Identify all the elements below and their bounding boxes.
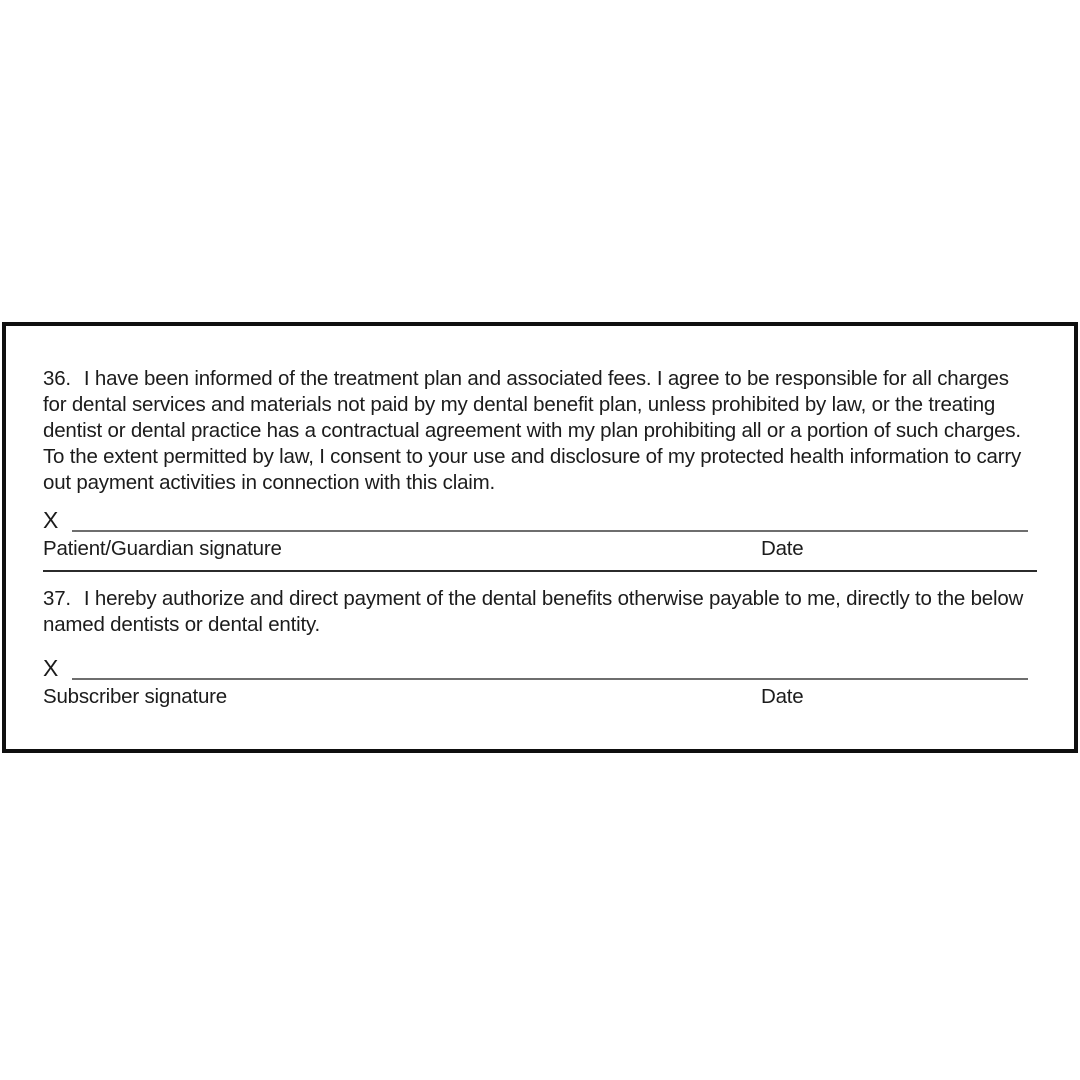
patient-date-label: Date bbox=[761, 537, 804, 560]
section-divider bbox=[43, 570, 1037, 572]
subscriber-signature-x-mark: X bbox=[43, 655, 59, 681]
patient-signature-x-mark: X bbox=[43, 507, 59, 533]
subscriber-signature-labels bbox=[43, 684, 1037, 710]
patient-signature-labels bbox=[43, 536, 1037, 562]
subscriber-date-label: Date bbox=[761, 685, 804, 708]
statement-37-text: I hereby authorize and direct payment of the dental benefits otherwise payable to me, directly to the below named dentists or dental entity. bbox=[43, 587, 1024, 636]
subscriber-signature-row bbox=[43, 654, 1037, 680]
subscriber-signature-line[interactable] bbox=[72, 678, 1028, 680]
statement-36 bbox=[43, 366, 1037, 496]
statement-36-text: I have been informed of the treatment plan and associated fees. I agree to be responsible for all charges for dental services and materials not paid by my dental benefit plan, unless prohibited by law, or the treating dentist or dental practice has a contractual agreement with my plan prohibiting all or a portion of such charges. To the extent permitted by law, I consent to your use and disclosure of my protected health information to carry out payment activities in connection with this claim. bbox=[43, 367, 1022, 494]
statement-37 bbox=[43, 586, 1037, 638]
statement-37-number: 37. bbox=[43, 587, 71, 610]
patient-signature-row bbox=[43, 506, 1037, 532]
patient-signature-label: Patient/Guardian signature bbox=[43, 537, 282, 560]
subscriber-signature-label: Subscriber signature bbox=[43, 685, 228, 708]
statement-36-number: 36. bbox=[43, 367, 71, 390]
claim-authorization-box bbox=[2, 322, 1078, 753]
patient-signature-line[interactable] bbox=[72, 530, 1028, 532]
